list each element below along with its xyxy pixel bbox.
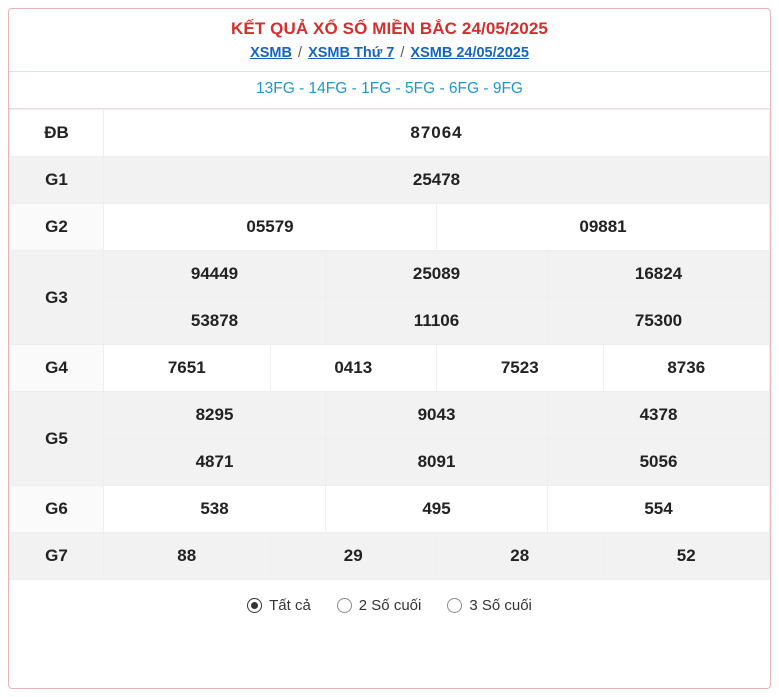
page-title: KẾT QUẢ XỔ SỐ MIỀN BẮC 24/05/2025 [231, 19, 548, 38]
prize-value-g7-3: 28 [437, 533, 604, 580]
radio-label-all: Tất cả [269, 597, 311, 614]
prize-value-g3-5: 11106 [326, 298, 548, 345]
prize-value-db-1: 87064 [104, 110, 770, 157]
table-row-g3-a [10, 251, 770, 298]
prize-value-g6-1: 538 [104, 486, 326, 533]
prize-value-g7-2: 29 [270, 533, 437, 580]
breadcrumb-item-xsmb-thu-7[interactable]: XSMB Thứ 7 [308, 45, 395, 61]
prize-value-g5-2: 9043 [326, 392, 548, 439]
prize-label-g7: G7 [10, 533, 104, 580]
breadcrumb-separator-1: / [298, 45, 303, 61]
prize-value-g4-3: 7523 [437, 345, 604, 392]
radio-option-all[interactable] [247, 597, 311, 614]
prize-label-g4: G4 [10, 345, 104, 392]
lottery-result-card [8, 8, 771, 689]
table-row-g4 [10, 345, 770, 392]
table-row-g3-b [10, 298, 770, 345]
prize-value-g2-1: 05579 [104, 204, 437, 251]
table-row-g1 [10, 157, 770, 204]
table-row-g2 [10, 204, 770, 251]
prize-value-g7-1: 88 [104, 533, 271, 580]
radio-option-last-3-digits[interactable] [447, 597, 532, 614]
prize-value-g5-4: 4871 [104, 439, 326, 486]
radio-button-icon-all[interactable] [247, 598, 262, 613]
prize-value-g7-4: 52 [603, 533, 770, 580]
radio-label-last-2-digits: 2 Số cuối [358, 597, 422, 614]
prize-value-g6-3: 554 [548, 486, 770, 533]
breadcrumb [9, 45, 770, 71]
prize-value-g3-1: 94449 [104, 251, 326, 298]
radio-label-last-3-digits: 3 Số cuối [469, 597, 532, 614]
radio-button-icon-last-3-digits[interactable] [447, 598, 462, 613]
subcode-list: 13FG - 14FG - 1FG - 5FG - 6FG - 9FG [9, 71, 770, 109]
prize-value-g4-4: 8736 [603, 345, 770, 392]
prize-value-g3-6: 75300 [548, 298, 770, 345]
prize-label-g3: G3 [10, 251, 104, 345]
breadcrumb-item-xsmb-date[interactable]: XSMB 24/05/2025 [410, 45, 529, 61]
prize-value-g5-1: 8295 [104, 392, 326, 439]
table-row-g6 [10, 486, 770, 533]
table-row-db [10, 110, 770, 157]
prize-value-g5-5: 8091 [326, 439, 548, 486]
prize-value-g3-3: 16824 [548, 251, 770, 298]
prize-label-db: ĐB [10, 110, 104, 157]
prize-label-g5: G5 [10, 392, 104, 486]
prize-value-g5-3: 4378 [548, 392, 770, 439]
prize-results-table [9, 109, 770, 580]
radio-option-last-2-digits[interactable] [337, 597, 422, 614]
prize-value-g5-6: 5056 [548, 439, 770, 486]
prize-label-g1: G1 [10, 157, 104, 204]
table-row-g5-b [10, 439, 770, 486]
breadcrumb-separator-2: / [400, 45, 405, 61]
prize-value-g4-2: 0413 [270, 345, 437, 392]
prize-value-g6-2: 495 [326, 486, 548, 533]
prize-value-g4-1: 7651 [104, 345, 271, 392]
prize-value-g2-2: 09881 [437, 204, 770, 251]
table-row-g5-a [10, 392, 770, 439]
prize-label-g2: G2 [10, 204, 104, 251]
prize-value-g1-1: 25478 [104, 157, 770, 204]
prize-value-g3-4: 53878 [104, 298, 326, 345]
prize-value-g3-2: 25089 [326, 251, 548, 298]
radio-button-icon-last-2-digits[interactable] [337, 598, 352, 613]
prize-label-g6: G6 [10, 486, 104, 533]
table-row-g7 [10, 533, 770, 580]
breadcrumb-item-xsmb[interactable]: XSMB [250, 45, 292, 61]
display-filter-options [9, 580, 770, 614]
